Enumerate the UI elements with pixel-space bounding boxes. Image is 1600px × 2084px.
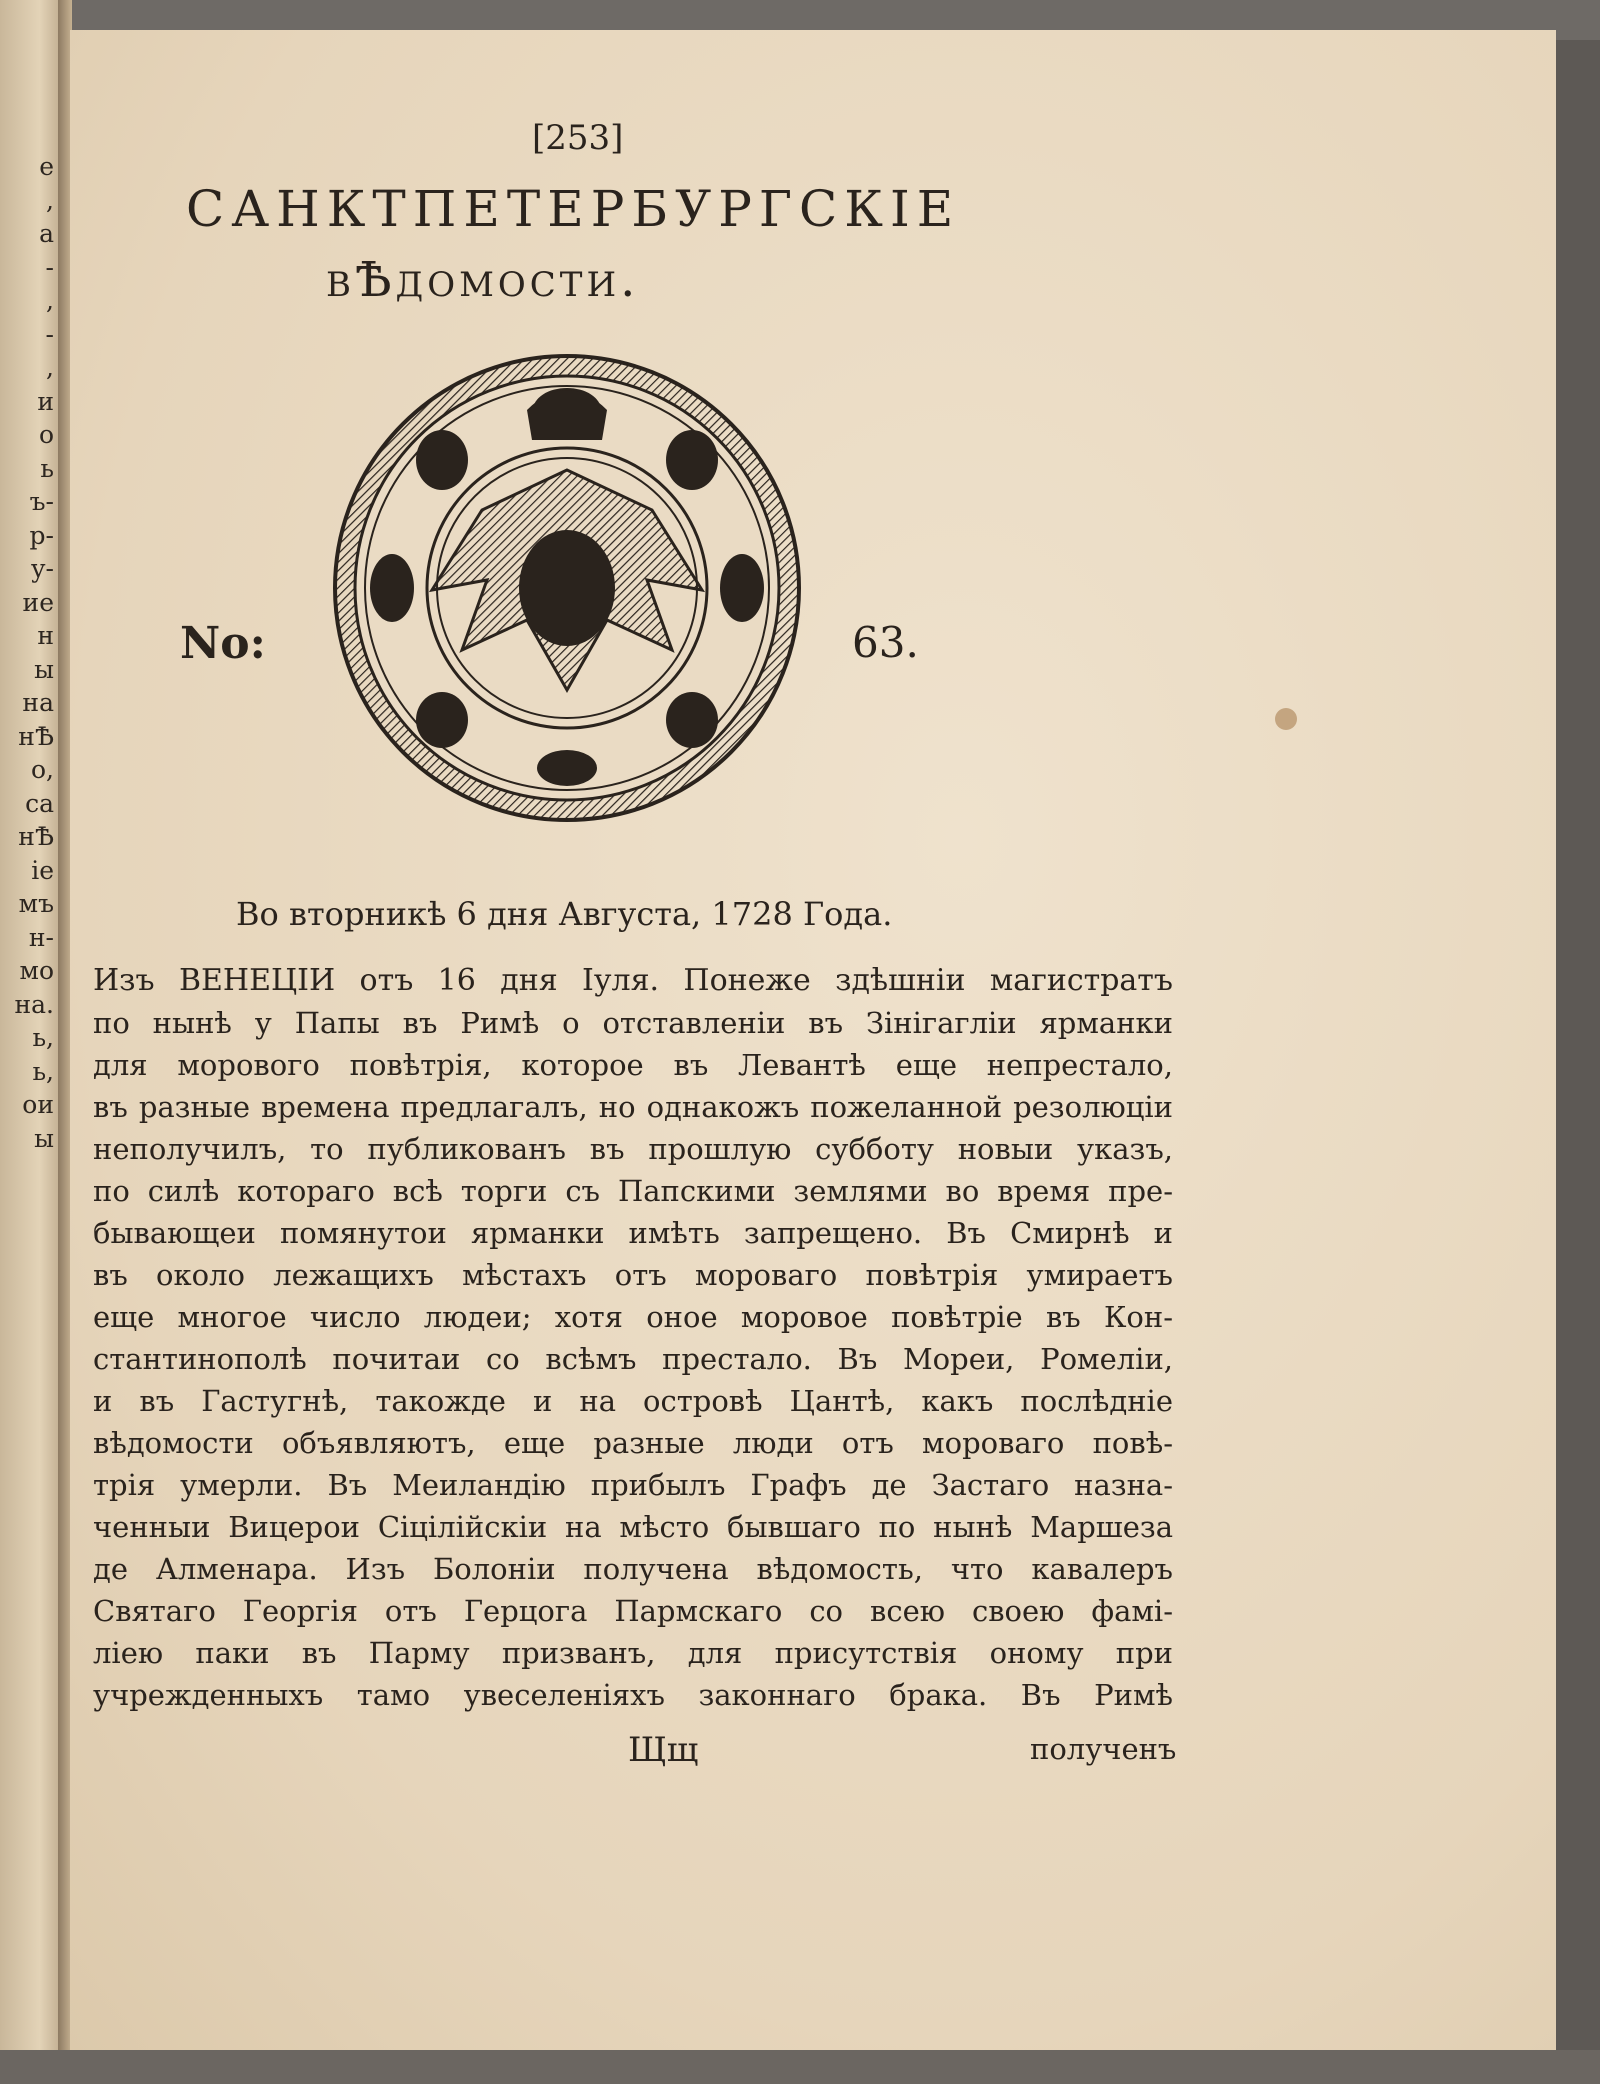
text-line: по нынѣ у Папы въ Римѣ о отставленіи въ Зінігагліи ярманки [93,1006,1173,1040]
previous-page-fragment: на. [14,989,54,1019]
text-line: для моровогo повѣтрія, которое въ Левантѣ еще непрестало, [93,1048,1173,1082]
previous-page-fragment: ы [34,654,54,684]
text-line: де Алменара. Изъ Болоніи получена вѣдомость, что кавалеръ [93,1552,1173,1586]
text-line: ченныи Вицерои Сіцілійскіи на мѣсто бывшаго по нынѣ Маршеза [93,1510,1173,1544]
text-line: стантинополѣ почитаи со всѣмъ престало. Въ Мореи, Ромеліи, [93,1342,1173,1376]
previous-page-fragment: р- [29,520,54,550]
text-line: Изъ ВЕНЕЦІИ отъ 16 дня Іуля. Понеже здѣшніи магистратъ [93,963,1173,998]
previous-page-fragment: , [46,185,54,215]
previous-page-fragment: ie [31,855,54,885]
page-number: [253] [532,118,624,158]
text-line: Святаго Георгія отъ Герцога Пармскаго со всею своею фамі- [93,1594,1173,1628]
text-line: еще многое число людеи; хотя оное моровое повѣтріе въ Кон- [93,1300,1173,1334]
previous-page-fragment: е [39,152,54,181]
article-body [93,960,1173,1716]
issue-label: No: [180,618,266,669]
previous-page-fragment: нѢ [18,721,54,751]
previous-page-fragment: мо [19,956,54,985]
previous-page-fragment: , [46,286,54,315]
previous-page-fragment: у- [30,554,54,583]
previous-page-fragment: ь [40,453,54,483]
paper-stain [1275,708,1297,730]
previous-page-fragment: - [45,319,54,349]
previous-page-fragment: ь, [32,1023,54,1052]
masthead-subtitle: вѢдомости. [326,252,640,308]
previous-page-fragment: ы [34,1123,54,1153]
previous-page-fragment: - [45,252,54,282]
text-line: бывающеи помянутои ярманки имѣть запрещено. Въ Смирнѣ и [93,1216,1173,1250]
catchword: полученъ [1030,1732,1177,1766]
text-line: неполучилъ, то публикованъ въ прошлую субботу новыи указъ, [93,1132,1173,1166]
text-line: ліею паки въ Парму призванъ, для присутствія оному при [93,1636,1173,1670]
previous-page-fragment: ь, [32,1056,54,1086]
previous-page-fragment: и [37,386,54,416]
previous-page-fragment: н- [28,922,54,952]
previous-page-fragment: ои [22,1090,54,1119]
previous-page-fragment: н [37,621,54,650]
previous-page-fragment: мъ [18,889,54,918]
previous-page-fragment: а [39,219,54,248]
previous-page-fragment: о [38,420,54,449]
previous-page-fragment: нѢ [18,822,54,851]
background-right [1556,40,1600,2084]
date-line: Во вторникѣ 6 дня Августа, 1728 Года. [236,895,893,933]
issue-number: 63. [852,618,919,667]
masthead-title: САНКТПЕТЕРБУРГСКІЕ [186,180,961,238]
text-line: трія умерли. Въ Меиландію прибылъ Графъ де Застаго назна- [93,1468,1173,1502]
text-line: учрежденныхъ тамо увеселеніяхъ законнаго брака. Въ Римѣ [93,1678,1173,1712]
text-line: въ разные времена предлагалъ, но однакожъ пожеланной резолюціи [93,1090,1173,1124]
previous-page-fragment: на [22,688,54,717]
signature-mark: Щщ [628,1730,699,1770]
text-line: и въ Гастугнѣ, такожде и на островѣ Цантѣ, какъ послѣдніе [93,1384,1173,1418]
text-line: по силѣ котораго всѣ торги съ Папскими землями во время пре- [93,1174,1173,1208]
previous-page-fragment: , [46,353,54,382]
previous-page-text-fragments [0,150,54,1155]
background-bottom [0,2050,1600,2084]
previous-page-fragment: са [25,788,54,818]
previous-page-fragment: ие [22,587,54,617]
previous-page-fragment: о, [31,755,54,784]
previous-page-fragment: ъ- [29,487,54,516]
text-line: вѣдомости объявляютъ, еще разные люди отъ мороваго повѣ- [93,1426,1173,1460]
imperial-eagle-seal-emblem [312,350,822,826]
text-line: въ около лежащихъ мѣстахъ отъ мороваго повѣтрія умираетъ [93,1258,1173,1292]
